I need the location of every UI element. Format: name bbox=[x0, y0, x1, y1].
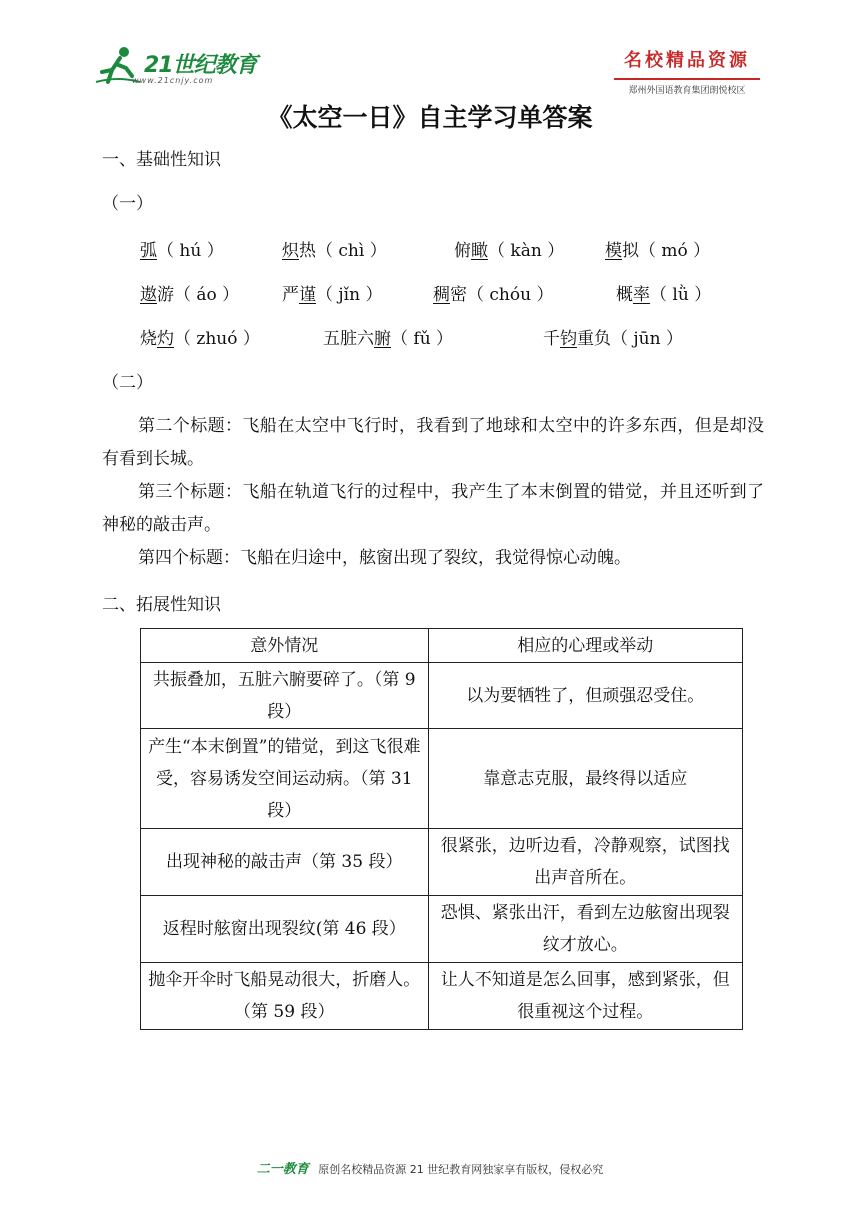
vocab-target-char: 谨 bbox=[299, 285, 316, 305]
table-header-row bbox=[141, 629, 743, 663]
vocab-item bbox=[616, 282, 711, 308]
table-cell: 以为要牺牲了，但顽强忍受住。 bbox=[428, 663, 742, 729]
table-row bbox=[141, 729, 743, 829]
table-cell: 让人不知道是怎么回事，感到紧张，但很重视这个过程。 bbox=[428, 963, 742, 1030]
paragraph-title-3: 第三个标题：飞船在轨道飞行的过程中，我产生了本末倒置的错觉，并且还听到了神秘的敲击声。 bbox=[102, 482, 764, 535]
vocab-target-char: 率 bbox=[633, 285, 650, 305]
paragraph-title-2: 第二个标题：飞船在太空中飞行时，我看到了地球和太空中的许多东西，但是却没有看到长城。 bbox=[102, 416, 764, 469]
vocab-target-char: 瞰 bbox=[471, 241, 488, 261]
table-cell: 很紧张，边听边看，冷静观察，试图找出声音所在。 bbox=[428, 829, 742, 896]
section1-heading: 一、基础性知识 bbox=[102, 150, 221, 170]
table-header-cell: 意外情况 bbox=[141, 629, 429, 663]
vocab-pinyin: （ jūn ） bbox=[611, 329, 683, 349]
vocab-item bbox=[323, 326, 453, 352]
table-row bbox=[141, 829, 743, 896]
vocab-pinyin: （ hú ） bbox=[157, 241, 224, 261]
vocab-pinyin: （ chóu ） bbox=[467, 285, 554, 305]
vocab-pinyin: （ kàn ） bbox=[488, 241, 565, 261]
table-cell: 共振叠加，五脏六腑要碎了。（第 9 段） bbox=[141, 663, 429, 729]
vocab-target-char: 遨 bbox=[140, 285, 157, 305]
vocab-pinyin: （ mó ） bbox=[639, 241, 711, 261]
footer-brand: 二一教育 bbox=[256, 1162, 309, 1177]
vocab-text: 概 bbox=[616, 285, 633, 305]
school-badge bbox=[612, 46, 762, 96]
table-row bbox=[141, 896, 743, 963]
vocab-item bbox=[433, 282, 553, 308]
vocab-text: 密 bbox=[450, 285, 467, 305]
brand-name: 21世纪教育 bbox=[144, 53, 257, 78]
table-cell: 返程时舷窗出现裂纹(第 46 段） bbox=[141, 896, 429, 963]
vocab-text: 俯 bbox=[454, 241, 471, 261]
vocab-text: 游 bbox=[157, 285, 174, 305]
vocab-item bbox=[140, 282, 239, 308]
vocab-text: 重负 bbox=[577, 329, 611, 349]
vocab-target-char: 腑 bbox=[374, 329, 391, 349]
table-cell: 抛伞开伞时飞船晃动很大，折磨人。（第 59 段） bbox=[141, 963, 429, 1030]
vocab-pinyin: （ fǔ ） bbox=[391, 329, 454, 349]
vocab-pinyin: （ lǜ ） bbox=[650, 285, 712, 305]
footer-copyright: 原创名校精品资源 21 世纪教育网独家享有版权，侵权必究 bbox=[318, 1163, 604, 1176]
vocab-pinyin: （ jǐn ） bbox=[316, 285, 383, 305]
badge-divider bbox=[614, 78, 760, 80]
table-cell: 产生“本末倒置”的错觉，到这飞很难受，容易诱发空间运动病。（第 31 段） bbox=[141, 729, 429, 829]
document-title: 《太空一日》自主学习单答案 bbox=[267, 103, 593, 132]
vocab-target-char: 模 bbox=[605, 241, 622, 261]
table-cell: 恐惧、紧张出汗，看到左边舷窗出现裂纹才放心。 bbox=[428, 896, 742, 963]
table-cell: 靠意志克服，最终得以适应 bbox=[428, 729, 742, 829]
vocab-text: 五脏六 bbox=[323, 329, 374, 349]
vocab-text: 烧 bbox=[140, 329, 157, 349]
vocab-item bbox=[282, 238, 387, 264]
vocab-pinyin: （ zhuó ） bbox=[174, 329, 260, 349]
vocab-text: 严 bbox=[282, 285, 299, 305]
vocab-item bbox=[605, 238, 710, 264]
brand-logo bbox=[92, 44, 262, 90]
vocab-target-char: 稠 bbox=[433, 285, 450, 305]
paragraph-title-4: 第四个标题：飞船在归途中，舷窗出现了裂纹，我觉得惊心动魄。 bbox=[138, 548, 631, 568]
page-footer bbox=[0, 1158, 860, 1177]
vocab-text: 拟 bbox=[622, 241, 639, 261]
vocab-target-char: 弧 bbox=[140, 241, 157, 261]
vocab-text: 千 bbox=[543, 329, 560, 349]
table-row bbox=[141, 663, 743, 729]
vocab-item bbox=[140, 326, 260, 352]
section2-heading: 二、拓展性知识 bbox=[102, 595, 221, 615]
brand-url: www.21cnjy.com bbox=[132, 76, 214, 85]
table-cell: 出现神秘的敲击声（第 35 段） bbox=[141, 829, 429, 896]
extension-table bbox=[140, 628, 743, 1030]
part2-label: （二） bbox=[102, 373, 153, 393]
vocab-item bbox=[140, 238, 224, 264]
table-row bbox=[141, 963, 743, 1030]
vocab-target-char: 钧 bbox=[560, 329, 577, 349]
vocab-text: 热 bbox=[299, 241, 316, 261]
vocab-item bbox=[454, 238, 564, 264]
vocab-item bbox=[543, 326, 683, 352]
vocab-item bbox=[282, 282, 382, 308]
vocab-target-char: 灼 bbox=[157, 329, 174, 349]
vocab-pinyin: （ áo ） bbox=[174, 285, 240, 305]
vocab-target-char: 炽 bbox=[282, 241, 299, 261]
school-badge-subtitle: 郑州外国语教育集团朗悦校区 bbox=[628, 86, 746, 96]
page-header bbox=[0, 0, 860, 100]
vocab-pinyin: （ chì ） bbox=[316, 241, 387, 261]
school-badge-title: 名校精品资源 bbox=[624, 50, 750, 71]
table-header-cell: 相应的心理或举动 bbox=[428, 629, 742, 663]
part1-label: （一） bbox=[102, 194, 153, 214]
